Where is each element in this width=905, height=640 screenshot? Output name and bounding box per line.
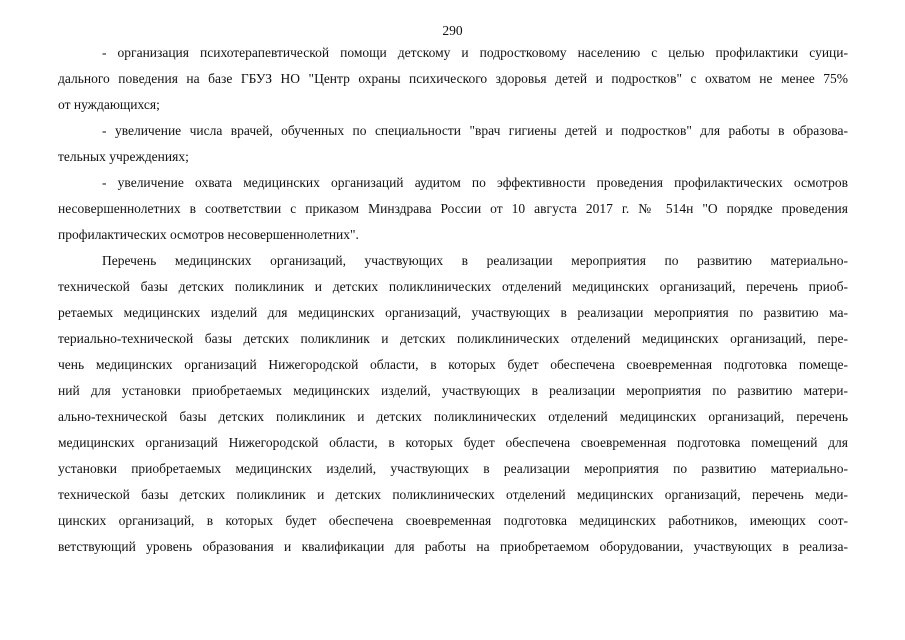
paragraph-organizations-list [58, 248, 848, 560]
text-line: ний для установки приобретаемых медицинских изделий, участвующих в реализации мероприятия по развитию матери- [58, 383, 848, 398]
text-line: - организация психотерапевтической помощи детскому и подростковому населению с целью профилактики суици- [102, 45, 848, 60]
paragraph-audit [58, 170, 848, 248]
paragraph-psychotherapy [58, 40, 848, 118]
text-line: технической базы детских поликлиник и детских поликлинических отделений медицинских организаций, перечень приоб- [58, 279, 848, 294]
text-line: Перечень медицинских организаций, участвующих в реализации мероприятия по развитию материально- [102, 253, 848, 268]
text-line: - увеличение охвата медицинских организаций аудитом по эффективности проведения профилактических осмотров [102, 175, 848, 190]
text-line: ретаемых медицинских изделий для медицинских организаций, участвующих в реализации мероприятия по развитию ма- [58, 305, 848, 320]
text-line: медицинских организаций Нижегородской области, в которых будет обеспечена своевременная подготовка помещений для [58, 435, 848, 450]
text-line: - увеличение числа врачей, обученных по специальности "врач гигиены детей и подростков" для работы в образова- [102, 123, 848, 138]
text-line: цинских организаций, в которых будет обеспечена своевременная подготовка медицинских работников, имеющих соот- [58, 513, 848, 528]
text-line: ветствующий уровень образования и квалификации для работы на приобретаемом оборудовании, участвующих в реализа- [58, 539, 848, 554]
text-line: тельных учреждениях; [58, 149, 189, 164]
text-line: териально-технической базы детских поликлиник и детских поликлинических отделений медицинских организаций, пере- [58, 331, 848, 346]
text-line: дального поведения на базе ГБУЗ НО "Центр охраны психического здоровья детей и подростков" с охватом не менее 75% [58, 71, 848, 86]
paragraph-hygiene-doctors [58, 118, 848, 170]
text-line: установки приобретаемых медицинских изделий, участвующих в реализации мероприятия по развитию материально- [58, 461, 848, 476]
text-line: от нуждающихся; [58, 97, 160, 112]
text-line: несовершеннолетних в соответствии с приказом Минздрава России от 10 августа 2017 г. № 514н "О порядке проведения [58, 201, 848, 216]
text-line: чень медицинских организаций Нижегородской области, в которых будет обеспечена своевременная подготовка помеще- [58, 357, 848, 372]
page-number: 290 [442, 23, 463, 38]
text-line: профилактических осмотров несовершеннолетних". [58, 227, 359, 242]
text-line: ально-технической базы детских поликлиник и детских поликлинических отделений медицинских организаций, перечень [58, 409, 848, 424]
text-line: технической базы детских поликлиник и детских поликлинических отделений медицинских организаций, перечень меди- [58, 487, 848, 502]
